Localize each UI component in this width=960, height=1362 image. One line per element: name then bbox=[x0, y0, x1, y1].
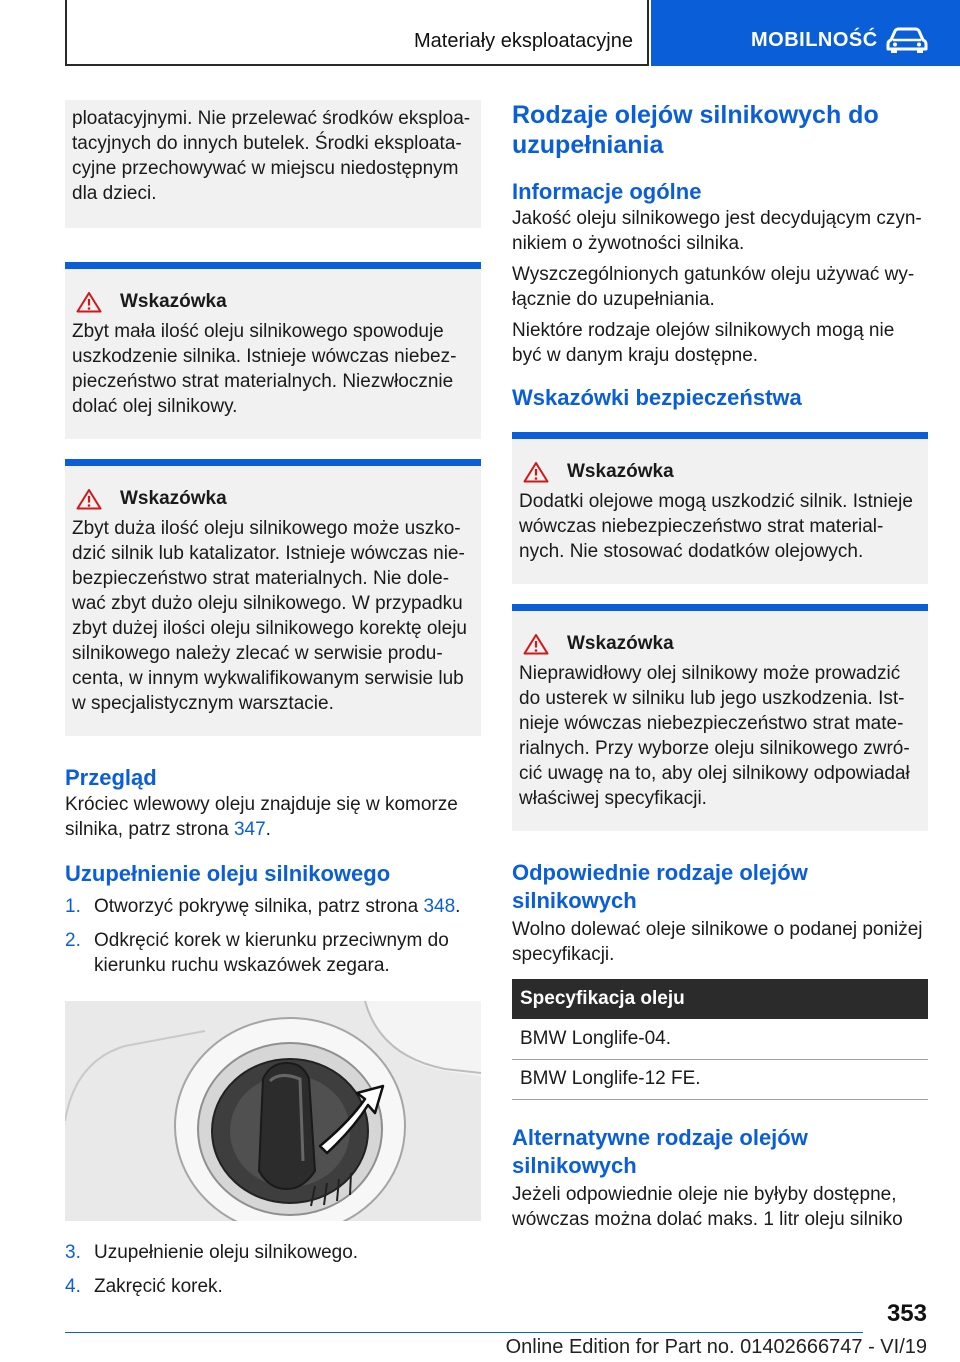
warning-text: Zbyt duża ilość oleju silnikowego może uszkodzić silnik lub katalizator. Istnieje wówczas niebezpieczeństwo strat materialnych. Nie dolewać zbyt dużo oleju silnikowego. W przypadku zbyt dużej ilości oleju silnikowego korektę oleju silnikowego należy zlecać w serwisie producenta, w innym wykwalifikowanym serwisie lub w specjalistycznym warsztacie. bbox=[72, 518, 467, 714]
warning-box bbox=[65, 459, 481, 736]
page-link[interactable]: 348 bbox=[423, 896, 456, 917]
table-header: Specyfikacja oleju bbox=[512, 979, 928, 1019]
warning-box bbox=[512, 432, 928, 584]
page-link[interactable]: 347 bbox=[233, 819, 266, 840]
warning-box bbox=[65, 262, 481, 439]
car-icon bbox=[886, 27, 928, 53]
list-item: 3. Uzupełnienie oleju silnikowego. bbox=[65, 1242, 359, 1263]
overview-text: Króciec wlewowy oleju znajduje się w komorze silnika, patrz strona 347. bbox=[65, 794, 458, 840]
chapter-tab bbox=[65, 0, 649, 66]
paragraph: Wolno dolewać oleje silnikowe o podanej poniżej specyfikacji. bbox=[512, 919, 923, 965]
warning-title: Wskazówka bbox=[567, 461, 674, 482]
chapter-title: Materiały eksploatacyjne bbox=[414, 30, 633, 52]
section-label: MOBILNOŚĆ bbox=[751, 29, 878, 51]
steps-list bbox=[65, 894, 481, 978]
section-tab bbox=[651, 0, 960, 66]
paragraph: Niektóre rodzaje olejów silnikowych mogą nie być w danym kraju dostępne. bbox=[512, 320, 895, 366]
warning-box bbox=[512, 604, 928, 831]
warning-text: Nieprawidłowy olej silnikowy może prowadzić do usterek w silniku lub jego uszkodzenia. Istnieje wówczas niebezpieczeństwo strat materialnych. Przy wyborze oleju silnikowego zwrócić uwagę na to, aby olej silnikowy odpowiadał właściwej specyfikacji. bbox=[519, 663, 910, 809]
paragraph: Jakość oleju silnikowego jest decydującym czynnikiem o żywotności silnika. bbox=[512, 208, 922, 254]
section-heading: Przegląd bbox=[65, 765, 157, 790]
section-heading: Uzupełnienie oleju silnikowego bbox=[65, 861, 391, 886]
left-column bbox=[65, 100, 481, 1308]
warning-text: Zbyt mała ilość oleju silnikowego spowoduje uszkodzenie silnika. Istnieje wówczas niebezpieczeństwo strat materialnych. Niezwłocznie dolać olej silnikowy. bbox=[72, 321, 457, 417]
warning-text: Dodatki olejowe mogą uszkodzić silnik. Istnieje wówczas niebezpieczeństwo strat materialnych. Nie stosować dodatków olejowych. bbox=[519, 491, 913, 562]
section-heading: Informacje ogólne bbox=[512, 179, 702, 204]
oil-spec-table bbox=[512, 979, 928, 1100]
table-row: BMW Longlife-04. bbox=[512, 1019, 928, 1059]
page-number: 353 bbox=[886, 1300, 927, 1327]
paragraph: Wyszczególnionych gatunków oleju używać wyłącznie do uzupełniania. bbox=[512, 264, 915, 310]
continued-note: ploatacyjnymi. Nie przelewać środków eksploatacyjnych do innych butelek. Środki eksploatacyjne przechowywać w miejscu niedostępnym dla dzieci. bbox=[65, 100, 481, 228]
warning-triangle-icon bbox=[76, 291, 102, 313]
footer-divider bbox=[65, 1332, 863, 1333]
section-heading: Wskazówki bezpieczeństwa bbox=[512, 385, 802, 410]
paragraph: Jeżeli odpowiednie oleje nie byłyby dostępne, wówczas można dolać maks. 1 litr oleju silniko bbox=[512, 1183, 903, 1230]
warning-triangle-icon bbox=[523, 461, 549, 483]
list-item: 2. Odkręcić korek w kierunku przeciwnym do kierunku ruchu wskazówek zegara. bbox=[65, 930, 449, 976]
page-heading: Rodzaje olejów silnikowych do uzupełniania bbox=[512, 101, 879, 159]
warning-triangle-icon bbox=[76, 488, 102, 510]
list-item: 4. Zakręcić korek. bbox=[65, 1276, 223, 1297]
edition-text: Online Edition for Part no. 01402666747 - VI/19 bbox=[505, 1336, 927, 1358]
page-header bbox=[0, 0, 960, 68]
warning-title: Wskazówka bbox=[567, 633, 674, 654]
list-item: 1. Otworzyć pokrywę silnika, patrz strona 348. bbox=[65, 896, 461, 917]
oil-filler-cap-photo bbox=[65, 1001, 481, 1221]
table-row: BMW Longlife-12 FE. bbox=[512, 1059, 928, 1099]
warning-title: Wskazówka bbox=[120, 291, 227, 312]
section-heading: Alternatywne rodzaje olejów silnikowych bbox=[512, 1124, 808, 1178]
warning-title: Wskazówka bbox=[120, 488, 227, 509]
warning-triangle-icon bbox=[523, 633, 549, 655]
section-heading: Odpowiednie rodzaje olejów silnikowych bbox=[512, 860, 808, 913]
steps-list bbox=[65, 1240, 481, 1299]
right-column bbox=[512, 100, 928, 1232]
